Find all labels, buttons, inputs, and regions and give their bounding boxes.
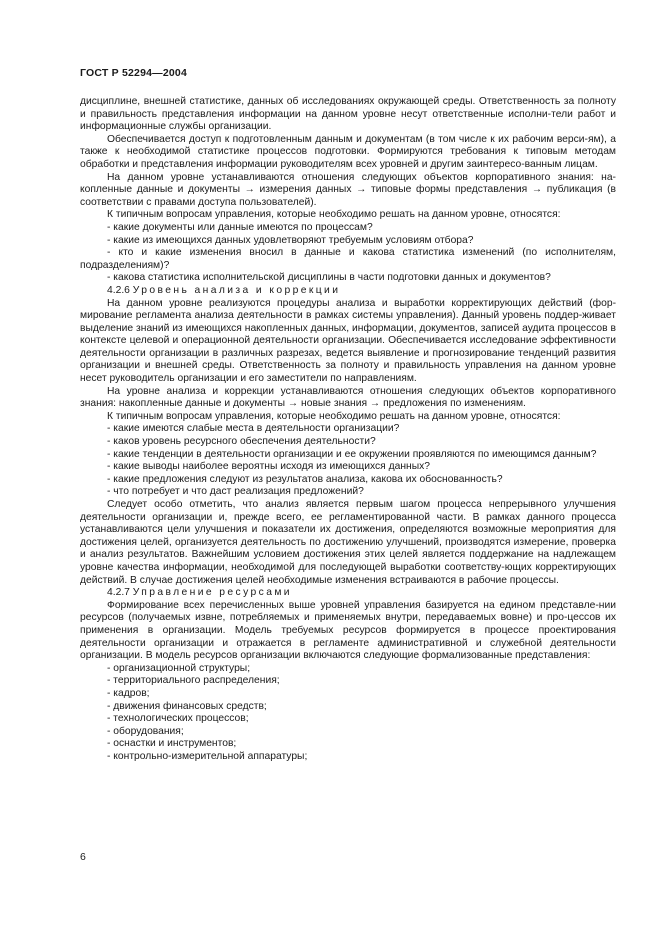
list-item: - какие имеются слабые места в деятельности организации? [107,423,400,435]
list-item: - кадров; [107,687,150,699]
paragraph: К типичным вопросам управления, которые необходимо решать на данном уровне, относятся: [107,209,561,221]
list-item: - что потребует и что даст реализация предложений? [107,486,364,498]
document-header: ГОСТ Р 52294—2004 [80,67,188,79]
paragraph: Следует особо отметить, что анализ является первым шагом процесса непрерывного улучшения деятельности организации и, прежде всего, ее регламентированной части. В рамках данного процесса устанавливаются цели улучшения и показатели их достижения, определяются возможные мероприятия для достижения целей, организуется деятельность по достижению улучшений, производятся измерение, проверка и анализ результатов. Важнейшим условием достижения этих целей является поддержание на надлежащем уровне качества информации, необходимой для последующей выработки соответству-ющих корректирующих действий. В случае достижения целей необходимые изменения встраиваются в рабочие процессы. [80,499,616,586]
list-item: - какие выводы наиболее вероятны исходя из имеющихся данных? [107,461,430,473]
paragraph: дисциплине, внешней статистике, данных об исследованиях окружающей среды. Ответственность за полноту и правильность представления информации на данном уровне несут ответственные исполни-тели работ и информационные службы организации. [80,96,616,133]
paragraph: Формирование всех перечисленных выше уровней управления базируется на едином представле-нии ресурсов (получаемых извне, потребляемых и применяемых внутри, передаваемых вовне) и про-цессов их применения в организации. Модель требуемых ресурсов формируется в процессе проектирования деятельности организации и отражается в регламенте административной и служебной деятельности организации. В модель ресурсов организации включаются следующие формализованные представления: [80,599,616,662]
list-item: - какова статистика исполнительской дисциплины в части подготовки данных и документов? [107,272,551,284]
list-item: - какие из имеющихся данных удовлетворяют требуемым условиям отбора? [107,234,474,246]
list-item: - движения финансовых средств; [107,700,267,712]
paragraph: К типичным вопросам управления, которые необходимо решать на данном уровне, относятся: [107,410,561,422]
list-item: - кто и какие изменения вносил в данные и какова статистика изменений (по исполнителям, подразделениям)? [80,247,616,271]
list-item: - организационной структуры; [107,662,251,674]
list-item: - технологических процессов; [107,713,249,725]
list-item: - каков уровень ресурсного обеспечения деятельности? [107,436,376,448]
section-number: 4.2.7 [107,587,130,599]
section-title: Уровень анализа и коррекции [132,284,341,296]
list-item: - какие тенденции в деятельности организации и ее окружении проявляются по имеющимся данным? [107,448,597,460]
section-heading-4-2-7 [80,587,616,600]
list-item: - оснастки и инструментов; [107,738,237,750]
list-item: - территориального распределения; [107,675,280,687]
list-item: - какие документы или данные имеются по процессам? [107,221,373,233]
paragraph: На данном уровне реализуются процедуры анализа и выработки корректирующих действий (фор-мирование регламента анализа деятельности в рамках системы управления). Данный уровень поддер-живает выделение знаний из имеющихся накопленных данных, информации, документов, записей аудита процессов в контексте целевой и операционной деятельности организации. Обеспечивается исследование эффективности деятельности организации в различных разрезах, ведется выявление и прогнозирование тенденций развития организации и внешней среды. Ответственность за полноту и правильность управления на данном уровне несет руководитель организации и его заместители по направлениям. [80,297,616,385]
list-item: - какие предложения следуют из результатов анализа, какова их обоснованность? [107,473,503,485]
section-title: Управление ресурсами [132,587,292,599]
list-item: - контрольно-измерительной аппаратуры; [107,750,308,762]
list-item: - оборудования; [107,725,184,737]
page-number: 6 [80,851,86,863]
paragraph: На данном уровне устанавливаются отношения следующих объектов корпоративного знания: на-копленные данные и документы → измерения данных → типовые формы представления → публикация (в соответствии с правами доступа пользователей). [80,171,616,208]
section-number: 4.2.6 [107,284,130,296]
document-body [80,96,616,763]
paragraph: На уровне анализа и коррекции устанавливаются отношения следующих объектов корпоративного знания: накопленные данные и документы → новые знания → предложения по изменениям. [80,385,616,410]
paragraph: Обеспечивается доступ к подготовленным данным и документам (в том числе к их рабочим верси-ям), а также к необходимой статистике процессов подготовки. Формируются требования к типовым методам обработки и представления информации руководителям всех уровней и другим заинтересо-ванным лицам. [80,133,616,170]
section-heading-4-2-6 [80,285,616,298]
